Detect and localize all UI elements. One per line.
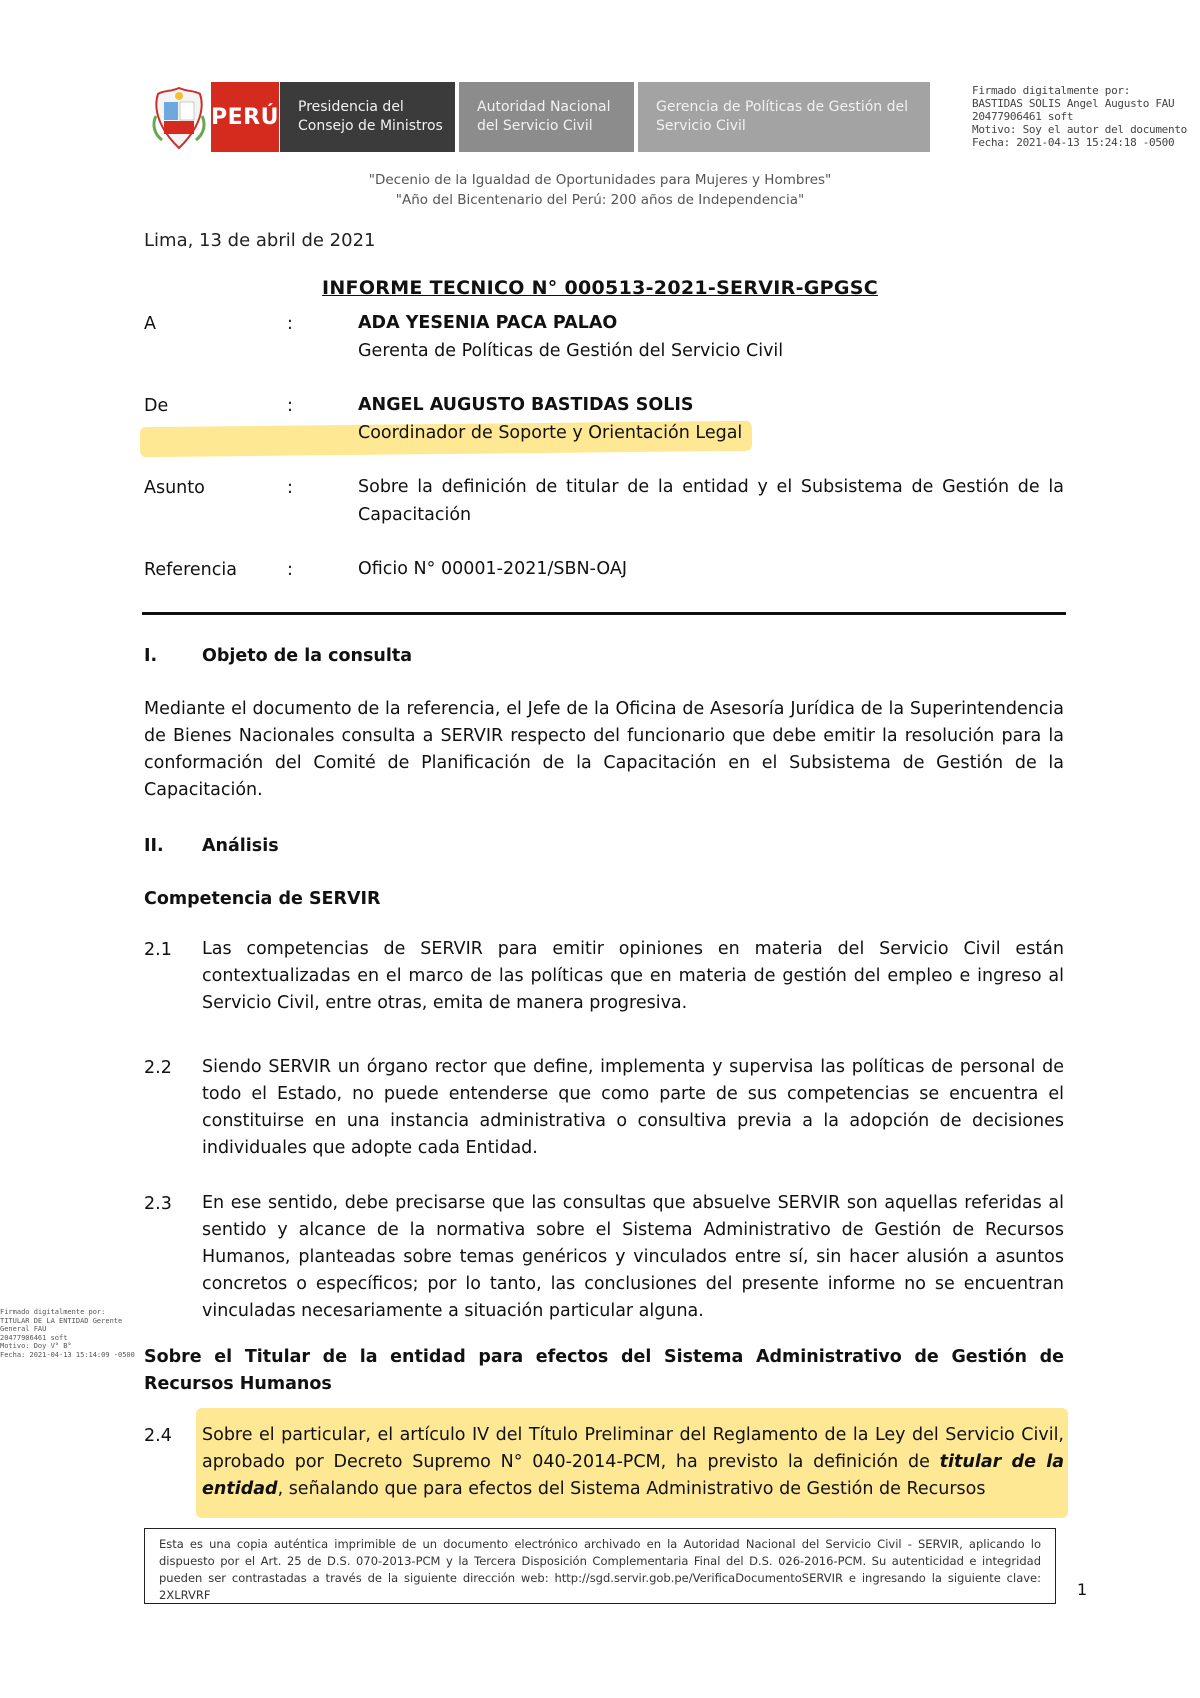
peru-label: PERÚ <box>211 104 279 130</box>
header-pcm-line2: Consejo de Ministros <box>298 118 443 134</box>
header-servir-line1: Autoridad Nacional <box>477 99 611 115</box>
side-stamp-line: 20477906461 soft <box>0 1333 68 1342</box>
field-asunto-colon: : <box>287 478 293 498</box>
item-2-1-number: 2.1 <box>144 940 172 960</box>
item-2-3-text: En ese sentido, debe precisarse que las consultas que absuelve SERVIR son aquellas referidas al sentido y alcance de la normativa sobre el Sistema Administrativo de Gestión de Recursos Humanos, planteadas sobre temas genéricos y vinculados entre sí, sin hacer alusión a asuntos concretos o específicos; por lo tanto, las conclusiones del presente informe no se encuentran vinculadas necesariamente a situación particular alguna. <box>202 1193 1064 1321</box>
header-gerencia-line1: Gerencia de Políticas de Gestión del <box>656 99 909 115</box>
field-a-colon: : <box>287 314 293 334</box>
signature-line: Fecha: 2021-04-13 15:24:18 -0500 <box>972 136 1175 149</box>
header-divider <box>142 612 1066 615</box>
item-2-3-number: 2.3 <box>144 1194 172 1214</box>
field-referencia-value: Oficio N° 00001-2021/SBN-OAJ <box>358 559 627 579</box>
item-2-4-text <box>202 1422 1064 1503</box>
side-stamp-line: Fecha: 2021-04-13 15:14:09 -0500 <box>0 1350 135 1359</box>
signature-line: Motivo: Soy el autor del documento <box>972 123 1187 136</box>
field-de-label: De <box>144 396 169 416</box>
header-servir-box <box>459 82 634 152</box>
header-pcm-line1: Presidencia del <box>298 99 404 115</box>
side-signature-stamp <box>0 1308 142 1359</box>
item-2-4-italic-term: titular de la entidad <box>202 1452 1065 1499</box>
field-asunto-label: Asunto <box>144 478 205 498</box>
item-2-4-part2: , señalando que para efectos del Sistema Administrativo de Gestión de Recursos <box>277 1479 986 1499</box>
item-2-1-text: Las competencias de SERVIR para emitir opiniones en materia del Servicio Civil están contextualizadas en el marco de las políticas que en materia de gestión del empleo e ingreso al Servicio Civil, entre otras, emita de manera progresiva. <box>202 939 1064 1013</box>
page-number: 1 <box>1077 1580 1088 1599</box>
field-de-colon: : <box>287 396 293 416</box>
field-asunto-line2: Capacitación <box>358 505 472 525</box>
field-asunto-line1: Sobre la definición de titular de la entidad y el Subsistema de Gestión de la <box>358 477 1064 497</box>
header-servir-line2: del Servicio Civil <box>477 118 593 134</box>
side-stamp-line: Firmado digitalmente por: <box>0 1308 106 1316</box>
item-2-2-text: Siendo SERVIR un órgano rector que define, implementa y supervisa las políticas de personal de todo el Estado, no puede entenderse que como parte de sus competencias se encuentra el constituirse en una instancia administrativa o consultiva previa a la adopción de decisiones individuales que adopte cada Entidad. <box>202 1057 1064 1158</box>
item-2-2-number: 2.2 <box>144 1058 172 1078</box>
section1-number: I. <box>144 646 158 666</box>
digital-signature-block <box>972 84 1197 149</box>
item-2-4-part1: Sobre el particular, el artículo IV del Título Preliminar del Reglamento de la Ley del Servicio Civil, aprobado por Decreto Supremo N° 040-2014-PCM, ha previsto la definición de <box>202 1425 1064 1472</box>
field-a-label: A <box>144 314 156 334</box>
field-a-name: ADA YESENIA PACA PALAO <box>358 313 618 333</box>
subhead-competencia: Competencia de SERVIR <box>144 889 381 909</box>
peru-coat-of-arms-logo <box>150 86 208 152</box>
signature-line: BASTIDAS SOLIS Angel Augusto FAU <box>972 97 1175 110</box>
signature-line: Firmado digitalmente por: <box>972 84 1131 97</box>
bicentenario-motto: "Año del Bicentenario del Perú: 200 años de Independencia" <box>395 192 805 208</box>
field-de-role: Coordinador de Soporte y Orientación Legal <box>358 423 743 443</box>
subhead-titular: Sobre el Titular de la entidad para efectos del Sistema Administrativo de Gestión de Recursos Humanos <box>144 1347 1064 1394</box>
section2-title: Análisis <box>202 836 279 856</box>
footer-text: Esta es una copia auténtica imprimible de un documento electrónico archivado en la Autoridad Nacional del Servicio Civil - SERVIR, aplicando lo dispuesto por el Art. 25 de D.S. 070-2013-PCM y la Tercera Disposición Complementaria Final del D.S. 026-2016-PCM. Su autenticidad e integridad pueden ser contrastadas a través de la siguiente dirección web: http://sgd.servir.gob.pe/VerificaDocumentoSERVIR e ingresando la siguiente clave: 2XLRVRF <box>159 1537 1041 1602</box>
report-title: INFORME TECNICO N° 000513-2021-SERVIR-GPGSC <box>321 277 878 299</box>
decenio-motto: "Decenio de la Igualdad de Oportunidades para Mujeres y Hombres" <box>368 172 832 188</box>
field-referencia-label: Referencia <box>144 560 237 580</box>
item-2-4-number: 2.4 <box>144 1426 172 1446</box>
side-stamp-line: TITULAR DE LA ENTIDAD Gerente General FAU <box>0 1316 123 1333</box>
side-stamp-line: Motivo: Doy V° B° <box>0 1342 72 1350</box>
field-a-role: Gerenta de Políticas de Gestión del Servicio Civil <box>358 341 784 361</box>
header-gerencia-line2: Servicio Civil <box>656 118 746 134</box>
field-de-name: ANGEL AUGUSTO BASTIDAS SOLIS <box>358 395 694 415</box>
authenticity-footer <box>144 1528 1056 1604</box>
section1-title: Objeto de la consulta <box>202 646 413 666</box>
peru-brand-box <box>211 82 279 152</box>
header-gerencia-box <box>638 82 930 152</box>
section1-paragraph: Mediante el documento de la referencia, el Jefe de la Oficina de Asesoría Jurídica de la Superintendencia de Bienes Nacionales consulta a SERVIR respecto del funcionario que debe emitir la resolución para la conformación del Comité de Planificación de la Capacitación en el Subsistema de Gestión de la Capacitación. <box>144 699 1064 800</box>
section2-number: II. <box>144 836 164 856</box>
header-pcm-box <box>280 82 455 152</box>
field-referencia-colon: : <box>287 560 293 580</box>
place-date: Lima, 13 de abril de 2021 <box>144 230 376 251</box>
signature-line: 20477906461 soft <box>972 110 1074 123</box>
